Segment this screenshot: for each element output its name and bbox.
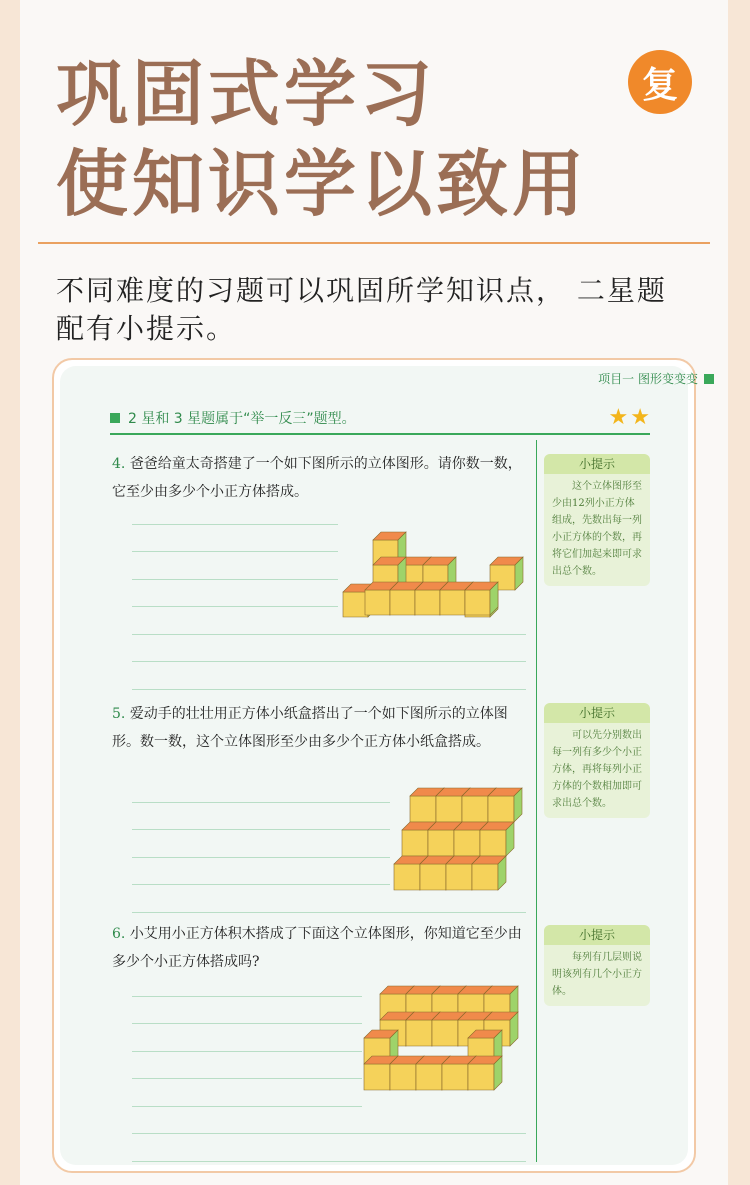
tip-box-4 bbox=[544, 454, 650, 586]
question-number: 4. bbox=[112, 456, 126, 472]
cube bbox=[465, 582, 498, 615]
review-badge: 复 bbox=[628, 50, 692, 114]
difficulty-stars bbox=[609, 407, 650, 429]
breadcrumb bbox=[598, 370, 714, 387]
tip-box-5 bbox=[544, 703, 650, 818]
question-text: 爸爸给童太奇搭建了一个如下图所示的立体图形。请你数一数，它至少由多少个小正方体搭成。 bbox=[112, 456, 522, 500]
cube-figure-4 bbox=[335, 508, 535, 620]
question-text: 小艾用小正方体积木搭成了下面这个立体图形，你知道它至少由多少个小正方体搭成吗? bbox=[112, 926, 522, 970]
tip-box-6 bbox=[544, 925, 650, 1006]
tip-text: 可以先分别数出每一列有多少个小正方体，再将每列小正方体的个数相加即可求出总个数。 bbox=[552, 730, 642, 809]
square-icon bbox=[110, 413, 120, 423]
tip-text: 每列有几层则说明该列有几个小正方体。 bbox=[552, 952, 642, 997]
question-6 bbox=[112, 920, 532, 976]
column-divider bbox=[536, 440, 537, 1162]
intro-text: 不同难度的习题可以巩固所学知识点， 二星题配有小提示。 bbox=[56, 274, 667, 345]
tip-title: 小提示 bbox=[544, 925, 650, 945]
question-number: 5. bbox=[112, 706, 126, 722]
cube-figure-6 bbox=[360, 982, 525, 1094]
cube bbox=[480, 822, 514, 856]
question-4 bbox=[112, 450, 532, 506]
tip-title: 小提示 bbox=[544, 703, 650, 723]
star-icon: ★ bbox=[630, 405, 650, 430]
cube bbox=[472, 856, 506, 890]
headline-line-2: 使知识学以致用 bbox=[56, 142, 589, 226]
tip-title: 小提示 bbox=[544, 454, 650, 474]
square-icon bbox=[704, 374, 714, 384]
breadcrumb-text: 项目一 图形变变变 bbox=[598, 372, 698, 386]
question-text: 爱动手的壮壮用正方体小纸盒搭出了一个如下图所示的立体图形。数一数，这个立体图形至少由多少个正方体小纸盒搭成。 bbox=[112, 706, 508, 750]
cube bbox=[488, 788, 522, 822]
question-5 bbox=[112, 700, 532, 756]
divider bbox=[38, 242, 710, 244]
tip-text: 这个立体图形至少由12列小正方体组成，先数出每一列小正方体的个数，再将它们加起来即可求出总个数。 bbox=[552, 481, 642, 577]
question-number: 6. bbox=[112, 926, 126, 942]
headline-line-1: 巩固式学习 bbox=[56, 52, 437, 136]
cube-figure-5 bbox=[390, 784, 530, 896]
cube bbox=[468, 1056, 502, 1090]
section-title: 2 星和 3 星题属于“举一反三”题型。 bbox=[128, 411, 356, 427]
section-header bbox=[110, 403, 650, 435]
star-icon: ★ bbox=[608, 405, 629, 430]
